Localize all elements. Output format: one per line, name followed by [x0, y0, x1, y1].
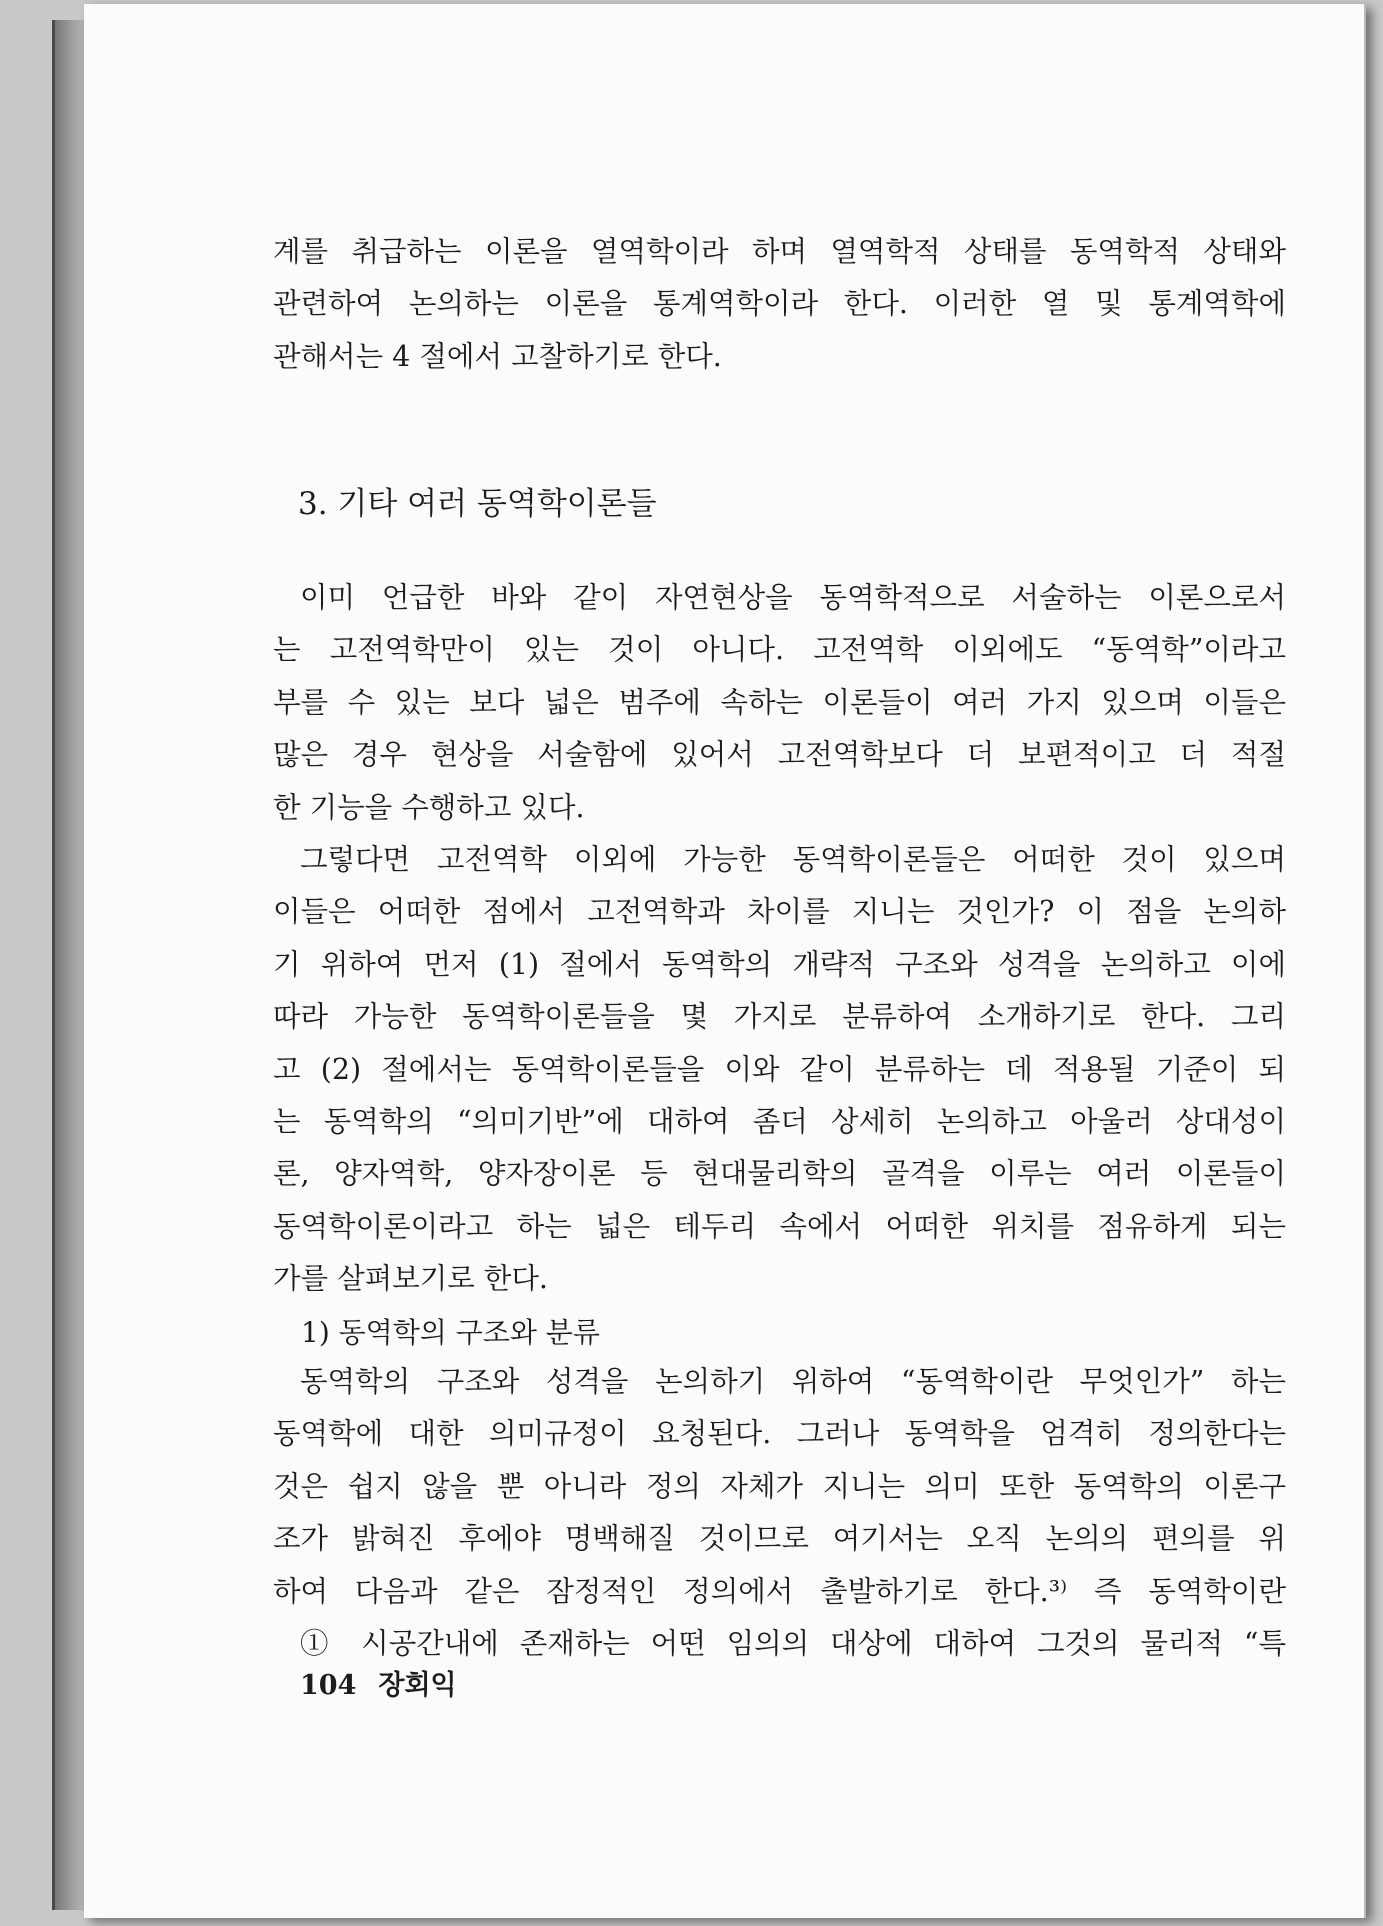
text-line: 는 동역학의 “의미기반”에 대하여 좀더 상세히 논의하고 아울러 상대성이	[273, 1105, 1286, 1139]
intro-paragraph	[273, 226, 1286, 383]
text-line: 관해서는 4 절에서 고찰하기로 한다.	[273, 339, 722, 373]
text-line: 것은 쉽지 않을 뿐 아니라 정의 자체가 지니는 의미 또한 동역학의 이론구	[273, 1469, 1286, 1503]
text-line: 이미 언급한 바와 같이 자연현상을 동역학적으로 서술하는 이론으로서	[300, 581, 1286, 614]
text-line: 그렇다면 고전역학 이외에 가능한 동역학이론들은 어떠한 것이 있으며	[300, 843, 1286, 876]
text-line: ① 시공간내에 존재하는 어떤 임의의 대상에 대하여 그것의 물리적 “특	[300, 1627, 1286, 1661]
text-line: 동역학의 구조와 성격을 논의하기 위하여 “동역학이란 무엇인가” 하는	[300, 1365, 1286, 1398]
page-footer	[300, 1663, 479, 1702]
paragraph-2	[273, 834, 1286, 1306]
text-line: 이들은 어떠한 점에서 고전역학과 차이를 지니는 것인가? 이 점을 논의하	[273, 895, 1286, 929]
section-title: 3. 기타 여러 동역학이론들	[298, 486, 657, 522]
book-spine-shadow	[52, 20, 88, 1910]
text-line: 는 고전역학만이 있는 것이 아니다. 고전역학 이외에도 “동역학”이라고	[273, 633, 1286, 667]
paragraph-3	[273, 1356, 1286, 1670]
text-line: 하여 다음과 같은 잠정적인 정의에서 출발하기로 한다.³⁾ 즉 동역학이란	[273, 1574, 1286, 1608]
text-line: 많은 경우 현상을 서술함에 있어서 고전역학보다 더 보편적이고 더 적절	[273, 738, 1286, 772]
text-line: 계를 취급하는 이론을 열역학이라 하며 열역학적 상태를 동역학적 상태와	[273, 235, 1286, 268]
page-number: 104	[300, 1670, 357, 1701]
text-line: 부를 수 있는 보다 넓은 범주에 속하는 이론들이 여러 가지 있으며 이들은	[273, 685, 1286, 719]
book-page	[84, 4, 1366, 1918]
text-line: 동역학이론이라고 하는 넓은 테두리 속에서 어떠한 위치를 점유하게 되는	[273, 1209, 1286, 1243]
subsection-title: 1) 동역학의 구조와 분류	[301, 1316, 600, 1349]
text-line: 론, 양자역학, 양자장이론 등 현대물리학의 골격을 이루는 여러 이론들이	[273, 1157, 1286, 1191]
text-line: 따라 가능한 동역학이론들을 몇 가지로 분류하여 소개하기로 한다. 그리	[273, 1000, 1286, 1034]
text-line: 고 (2) 절에서는 동역학이론들을 이와 같이 분류하는 데 적용될 기준이 되	[273, 1052, 1286, 1086]
paragraph-1	[273, 572, 1286, 834]
text-line: 가를 살펴보기로 한다.	[273, 1262, 548, 1296]
text-line: 조가 밝혀진 후에야 명백해질 것이므로 여기서는 오직 논의의 편의를 위	[273, 1522, 1286, 1556]
text-line: 기 위하여 먼저 (1) 절에서 동역학의 개략적 구조와 성격을 논의하고 이에	[273, 947, 1286, 981]
author-name: 장회익	[378, 1670, 457, 1701]
text-line: 동역학에 대한 의미규정이 요청된다. 그러나 동역학을 엄격히 정의한다는	[273, 1417, 1286, 1451]
text-line: 한 기능을 수행하고 있다.	[273, 790, 585, 824]
text-line: 관련하여 논의하는 이론을 통계역학이라 한다. 이러한 열 및 통계역학에	[273, 287, 1286, 321]
